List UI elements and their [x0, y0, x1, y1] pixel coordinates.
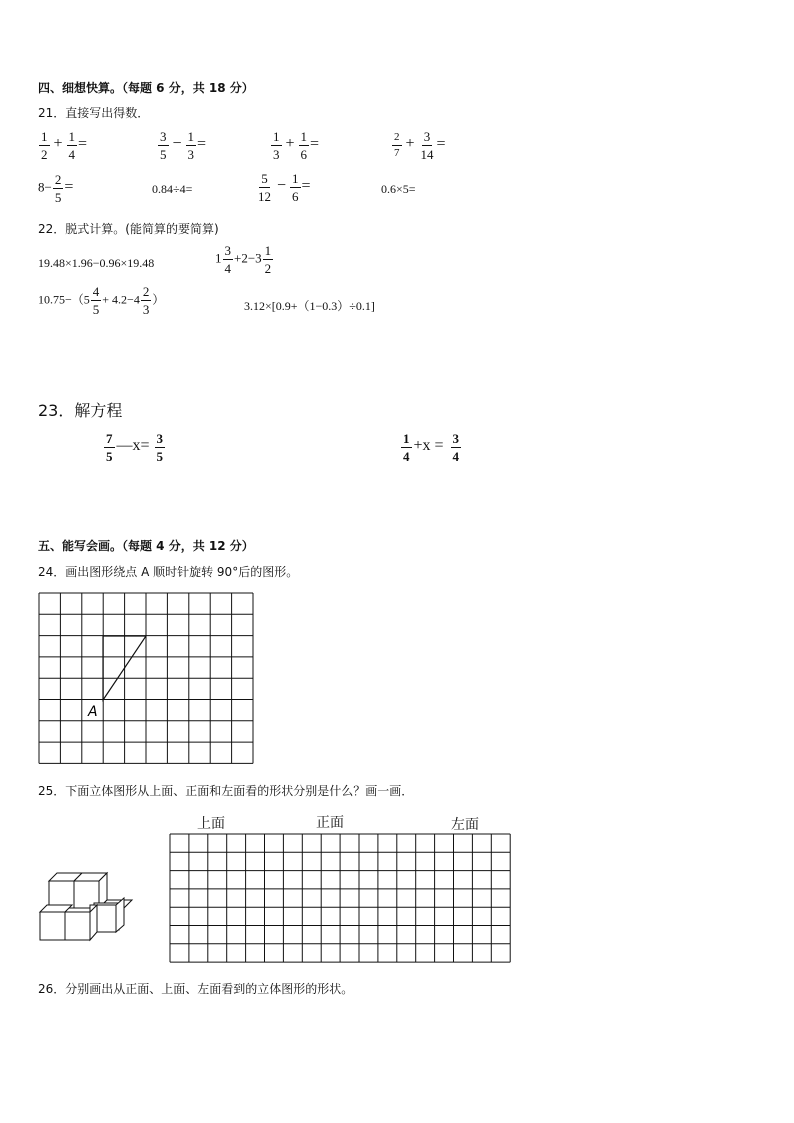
section-5-title: 五、能写会画。（每题 4 分，共 12 分） — [38, 539, 254, 553]
q21-expr-1: $\frac{1}{2}$ + $\frac{1}{4}$ = — [41, 129, 88, 162]
question-26-label: 26．分别画出从正面、上面、左面看到的立体图形的形状。 — [38, 982, 354, 996]
q22-expr-1: 19.48×1.96−0.96×19.48 — [38, 256, 155, 270]
q25-view-top-label: 上面 — [197, 816, 225, 832]
q21-expr-5: 8− $\frac{2}{5}$ = — [38, 172, 74, 205]
q21-expr-8: 0.6×5= — [381, 182, 416, 196]
q23-equation-1: $\frac{7}{5}$ —x= $\frac{3}{5}$ — [106, 431, 164, 464]
q24-point-a-label: A — [88, 704, 98, 720]
question-25-label: 25．下面立体图形从上面、正面和左面看的形状分别是什么？画一画． — [38, 784, 414, 798]
q21-expr-4: $\frac{2}{7}$ + $\frac{3}{14}$ = — [394, 129, 446, 162]
q21-expr-3: $\frac{1}{3}$ + $\frac{1}{6}$ = — [273, 129, 320, 162]
q22-expr-4: 3.12×[0.9+（1−0.3）÷0.1] — [244, 299, 375, 313]
question-23-label: 23．解方程 — [38, 401, 123, 420]
q22-expr-2: 1 $\frac{3}{4}$ +2−3 $\frac{1}{2}$ — [215, 243, 272, 276]
q25-answer-grid — [170, 834, 510, 962]
q21-expr-7: $\frac{5}{12}$ − $\frac{1}{6}$ = — [258, 171, 311, 204]
section-4-title: 四、细想快算。（每题 6 分，共 18 分） — [38, 81, 254, 95]
q21-expr-2: $\frac{3}{5}$ − $\frac{1}{3}$ = — [160, 129, 207, 162]
q25-cube-solid — [40, 873, 132, 940]
question-22-label: 22．脱式计算。(能简算的要简算) — [38, 222, 219, 236]
q25-view-left-label: 左面 — [451, 817, 479, 833]
question-24-label: 24．画出图形绕点 A 顺时针旋转 90°后的图形。 — [38, 565, 299, 579]
q22-expr-3: 10.75−（5 $\frac{4}{5}$ + 4.2−4 $\frac{2}{3}$ ） — [38, 284, 165, 317]
q25-view-front-label: 正面 — [316, 815, 344, 831]
question-21-label: 21．直接写出得数． — [38, 106, 150, 120]
q23-equation-2: $\frac{1}{4}$ +x = $\frac{3}{4}$ — [403, 431, 460, 464]
q21-expr-6: 0.84÷4= — [152, 182, 193, 196]
